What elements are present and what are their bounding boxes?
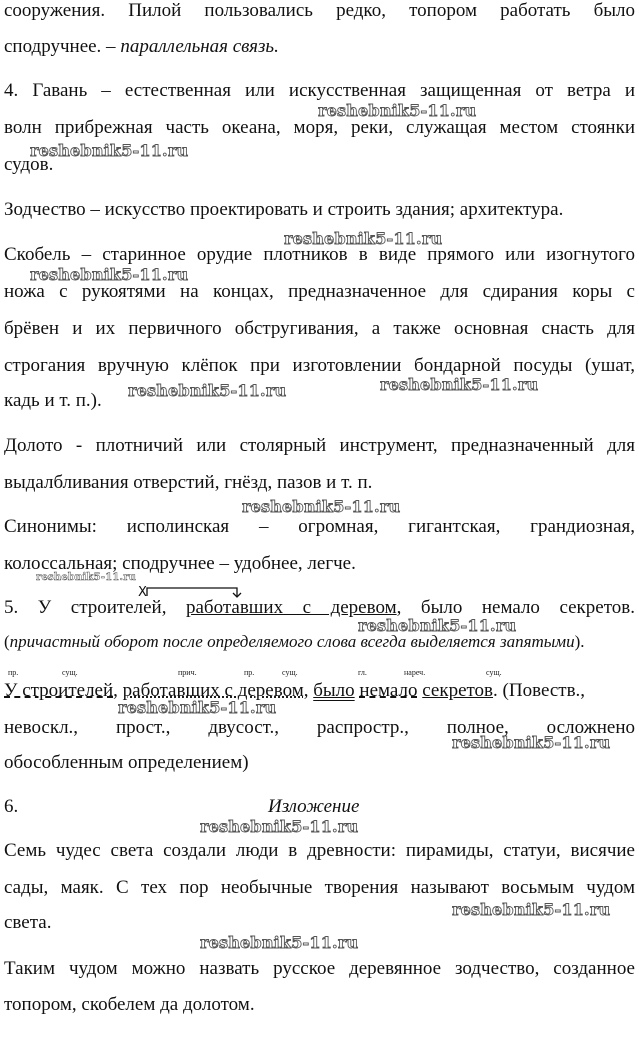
pos-label: сущ. (282, 668, 298, 677)
watermark: reshebnik5-11.ru (200, 933, 359, 952)
watermark: reshebnik5-11.ru (118, 698, 277, 717)
text-line: обособленным определением) (4, 752, 249, 773)
text-line: Таким чудом можно назвать русское деревянное зодчество, созданное (4, 958, 635, 979)
underlined-phrase: немало (359, 680, 418, 701)
text-line: брёвен и их первичного обстругивания, а также основная снасть для (4, 318, 635, 339)
text-line: выдалбливания отверстий, гнёзд, пазов и т. п. (4, 472, 373, 493)
text-line (4, 36, 635, 58)
italic-note: параллельная связь. (120, 36, 279, 57)
watermark: reshebnik5-11.ru (30, 141, 189, 160)
watermark: reshebnik5-11.ru (30, 265, 189, 284)
cross-mark: X (138, 585, 147, 600)
text-line: строгания вручную клёпок при изготовлении бондарной посуды (ушат, (4, 355, 635, 376)
underlined-phrase: У строителей (4, 680, 114, 701)
pos-label: гл. (358, 668, 367, 677)
pos-label: прич. (178, 668, 197, 677)
text-line: Зодчество – искусство проектировать и строить здания; архитектура. (4, 199, 564, 220)
text-span: ). (574, 632, 585, 651)
text-line (4, 631, 635, 653)
underlined-phrase: секретов (422, 680, 494, 701)
pos-label: сущ. (486, 668, 502, 677)
watermark: reshebnik5-11.ru (284, 229, 443, 248)
text-span: , (113, 680, 123, 701)
watermark: reshebnik5-11.ru (242, 497, 401, 516)
text-line: невоскл., прост., двусост., распростр., полное, осложнено (4, 717, 635, 738)
text-line: сооружения. Пилой пользовались редко, топором работать было (4, 0, 635, 21)
watermark: reshebnik5-11.ru (452, 733, 611, 752)
text-span: , было немало секретов. (396, 597, 635, 618)
text-span: . (Повеств., (493, 680, 586, 701)
text-line: 6. (4, 796, 19, 817)
text-line: колоссальная; сподручнее – удобнее, легче. (4, 553, 356, 574)
text-line: 4. Гавань – естественная или искусственная защищенная от ветра и (4, 80, 635, 101)
watermark: reshebnik5-11.ru (200, 817, 359, 836)
watermark: reshebnik5-11.ru (452, 900, 611, 919)
text-line (4, 680, 635, 702)
text-span: 5. У строителей, (4, 597, 186, 618)
text-line: ножа с рукоятями на концах, предназначенное для сдирания коры с (4, 281, 635, 302)
text-line: света. (4, 912, 52, 933)
underlined-phrase: работавших с деревом (186, 597, 397, 618)
text-span: сподручнее. – (4, 36, 121, 57)
text-span: ( (4, 632, 10, 651)
watermark: reshebnik5-11.ru (358, 616, 517, 635)
pos-label: сущ. (62, 668, 78, 677)
text-line (4, 597, 635, 619)
underlined-phrase: было (313, 680, 355, 701)
underlined-phrase: работавших с деревом (122, 680, 304, 701)
text-span: , (303, 680, 314, 701)
text-line: топором, скобелем да долотом. (4, 994, 255, 1015)
watermark: reshebnik5-11.ru (380, 375, 539, 394)
watermark: reshebnik5-11.ru (128, 381, 287, 400)
watermark: reshebnik5-11.ru (318, 101, 477, 120)
watermark: reshebnik5-11.ru (36, 572, 137, 583)
pos-label: пр. (244, 668, 255, 677)
italic-note: причастный оборот после определяемого слова всегда выделяется запятыми (9, 632, 575, 651)
text-line: волн прибрежная часть океана, моря, реки, служащая местом стоянки (4, 117, 635, 138)
section-title: Изложение (268, 796, 360, 817)
pos-label: пр. (8, 668, 19, 677)
text-line: кадь и т. п.). (4, 390, 102, 411)
pos-label: нареч. (404, 668, 426, 677)
text-line: судов. (4, 154, 54, 175)
text-line: Синонимы: исполинская – огромная, гигантская, грандиозная, (4, 516, 635, 537)
text-line: сады, маяк. С тех пор необычные творения называют восьмым чудом (4, 877, 635, 898)
text-line: Скобель – старинное орудие плотников в виде прямого или изогнутого (4, 244, 635, 265)
text-line: Долото - плотничий или столярный инструмент, предназначенный для (4, 435, 635, 456)
text-line: Семь чудес света создали люди в древности: пирамиды, статуи, висячие (4, 840, 635, 861)
